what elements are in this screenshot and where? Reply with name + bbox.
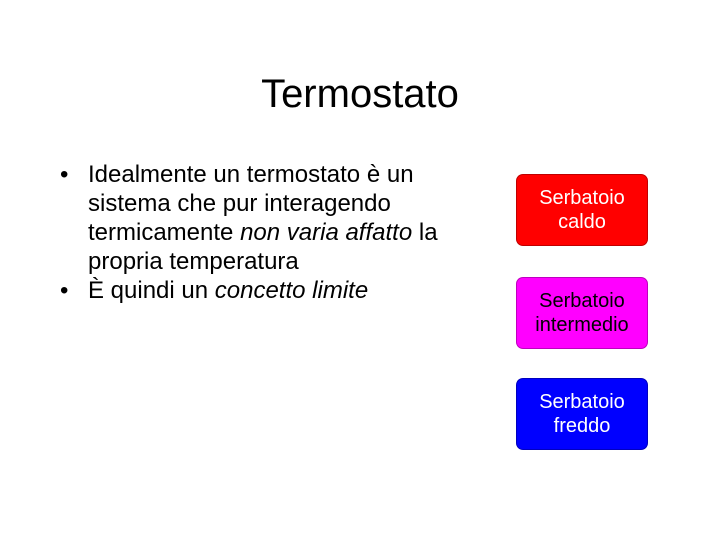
tank-cold	[516, 378, 648, 450]
bullet-dot-icon: •	[60, 161, 69, 188]
bullet-text: Idealmente un termostato è un sistema che pur interagendo termicamente	[88, 161, 414, 246]
bullet-dot-icon: •	[60, 277, 69, 304]
tank-intermediate-label	[535, 289, 628, 337]
bullet-text: È quindi un	[88, 277, 215, 304]
tank-cold-label	[539, 390, 625, 438]
tank-label-line: freddo	[553, 415, 611, 437]
bullet-list	[60, 160, 440, 305]
tank-label-line: Serbatoio	[539, 187, 625, 209]
slide-title: Termostato	[261, 72, 459, 116]
tank-intermediate	[516, 277, 648, 349]
bullet-item	[60, 276, 440, 305]
bullet-text-italic: non varia affatto	[240, 219, 413, 246]
tank-label-line: caldo	[558, 211, 606, 233]
tank-label-line: intermedio	[535, 314, 629, 336]
tank-label-line: Serbatoio	[539, 290, 625, 312]
tank-hot-label	[539, 186, 625, 234]
bullet-text: la propria temperatura	[88, 219, 438, 275]
bullet-text-italic: concetto limite	[214, 277, 369, 304]
tank-hot	[516, 174, 648, 246]
tank-label-line: Serbatoio	[539, 391, 625, 413]
bullet-item	[60, 160, 440, 276]
